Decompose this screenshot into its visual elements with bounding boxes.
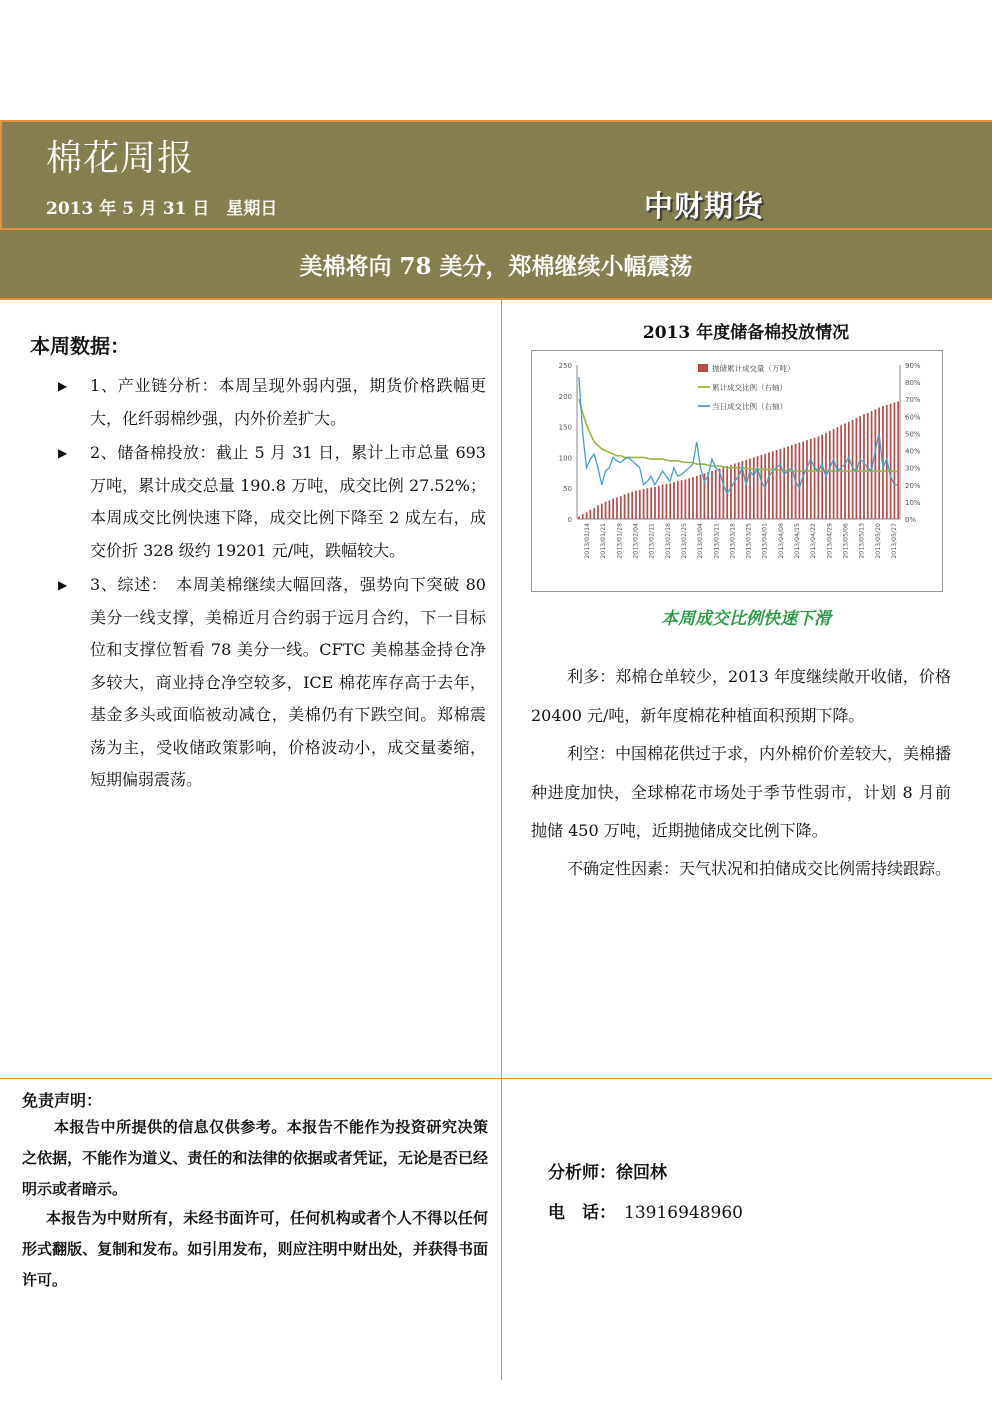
x-tick-label: 2013/02/25 (680, 523, 688, 559)
x-tick-label: 2013/05/13 (858, 523, 866, 559)
volume-bar (612, 499, 614, 519)
x-tick-label: 2013/04/22 (810, 523, 818, 559)
volume-bar (730, 465, 732, 519)
volume-bar (776, 450, 778, 519)
x-tick-label: 2013/04/08 (777, 523, 785, 559)
y-right-tick-label: 10% (905, 498, 921, 507)
y-right-tick-label: 60% (905, 413, 921, 422)
volume-bar (669, 483, 671, 519)
volume-bar (806, 440, 808, 519)
volume-bar (757, 456, 759, 519)
volume-bar (639, 490, 641, 519)
volume-bar (616, 497, 618, 519)
x-tick-label: 2013/05/20 (874, 523, 882, 559)
section-title: 本周数据： (30, 334, 130, 358)
bullet-text: 2、储备棉投放：截止 5 月 31 日，累计上市总量 693 万吨，累计成交总量 190.8 万吨，成交比例 27.52%；本周成交比例快速下降，成交比例下降至 2 成左右，成交价折 328 级约 19201 元/吨，跌幅较大。 (90, 443, 486, 560)
column-divider (501, 298, 502, 1380)
volume-bar (863, 414, 865, 519)
volume-bar (761, 455, 763, 519)
x-tick-label: 2013/03/18 (729, 523, 737, 559)
volume-bar (783, 448, 785, 519)
volume-bar (719, 468, 721, 519)
volume-bar (707, 472, 709, 519)
uncertainty-factors: 不确定性因素：天气状况和拍储成交比例需持续跟踪。 (567, 859, 952, 878)
arrow-icon: ▶ (58, 446, 68, 460)
chart-caption: 本周成交比例快速下滑 (661, 609, 831, 629)
y-right-tick-label: 40% (905, 447, 921, 456)
volume-bar (692, 477, 694, 519)
x-tick-label: 2013/01/14 (584, 523, 592, 559)
x-tick-label: 2013/03/25 (745, 523, 753, 559)
x-tick-label: 2013/04/01 (761, 523, 769, 559)
legend-label: 当日成交比例（右轴） (712, 402, 787, 411)
volume-bar (658, 486, 660, 519)
daily-ratio-line (579, 377, 898, 493)
bullet-item (56, 569, 486, 797)
company-name: 中财期货 (644, 189, 765, 223)
volume-bar (593, 508, 595, 519)
y-right-tick-label: 20% (905, 481, 921, 490)
volume-bar (643, 489, 645, 519)
volume-bar (894, 403, 896, 519)
volume-bar (814, 438, 816, 519)
volume-bar (700, 475, 702, 519)
copyright-paragraph: 本报告为中财所有，未经书面许可，任何机构或者个人不得以任何形式翻版、复制和发布。如引用发布，则应注明中财出处，并获得书面许可。 (22, 1209, 488, 1289)
disclaimer-title: 免责声明： (22, 1091, 103, 1110)
volume-bar (768, 452, 770, 519)
disclaimer-paragraph: 本报告中所提供的信息仅供参考。本报告不能作为投资研究决策之依据，不能作为道义、责任的和法律的依据或者凭证，无论是否已经明示或者暗示。 (22, 1118, 488, 1198)
volume-bar (711, 471, 713, 519)
y-left-tick-label: 0 (567, 516, 572, 524)
volume-bar (734, 464, 736, 519)
phone-label: 电 话： (548, 1203, 616, 1223)
y-left-tick-label: 150 (558, 423, 572, 432)
volume-bar (799, 443, 801, 519)
volume-bar (696, 476, 698, 519)
volume-bar (609, 501, 611, 519)
bullet-text: 1、产业链分析：本周呈现外弱内强，期货价格跌幅更大，化纤弱棉纱强，内外价差扩大。 (90, 376, 486, 428)
footer-divider (0, 1078, 992, 1079)
volume-bar (601, 504, 603, 519)
volume-bar (749, 459, 751, 519)
volume-bar (875, 409, 877, 519)
bullet-item (56, 437, 486, 567)
volume-bar (738, 462, 740, 519)
volume-bar (852, 420, 854, 519)
volume-bar (810, 439, 812, 519)
bullish-factors: 利多：郑棉仓单较少，2013 年度继续敞开收储，价格 20400 元/吨，新年度棉花种植面积预期下降。 (531, 667, 951, 725)
headline: 美棉将向 78 美分，郑棉继续小幅震荡 (299, 253, 693, 280)
bullet-text: 3、综述： 本周美棉继续大幅回落，强势向下突破 80 美分一线支撑，美棉近月合约弱于远月合约，下一目标位和支撑位暂看 78 美分一线。CFTC 美棉基金持仓净多较大，商业持仓净空较多，ICE 棉花库存高于去年，基金多头或面临被动减仓，美棉仍有下跌空间。郑棉震荡为主，受收储政策影响，价格波动小，成交量萎缩，短期偏弱震荡。 (90, 575, 486, 789)
volume-bar (821, 435, 823, 519)
y-right-tick-label: 30% (905, 464, 921, 473)
volume-bar (688, 478, 690, 519)
volume-bar (582, 514, 584, 519)
volume-bar (677, 481, 679, 519)
legend-swatch-volume (698, 364, 708, 372)
volume-bar (650, 488, 652, 519)
volume-bar (859, 416, 861, 519)
y-right-tick-label: 90% (905, 362, 921, 370)
volume-bar (890, 404, 892, 519)
volume-bar (647, 488, 649, 519)
volume-bar (772, 451, 774, 519)
x-tick-label: 2013/03/11 (713, 523, 721, 559)
volume-bar (818, 436, 820, 519)
reserve-cotton-chart (532, 351, 942, 591)
x-tick-label: 2013/01/21 (600, 523, 608, 559)
volume-bar (780, 449, 782, 519)
legend-label: 抛储累计成交量（万吨） (712, 364, 795, 373)
x-tick-label: 2013/04/15 (794, 523, 802, 559)
volume-bar (666, 484, 668, 519)
legend-label: 累计成交比例（右轴） (712, 383, 787, 392)
volume-bar (753, 457, 755, 519)
volume-bar (715, 470, 717, 519)
volume-bar (723, 467, 725, 519)
volume-bar (620, 496, 622, 519)
volume-bar (787, 446, 789, 519)
volume-bar (578, 517, 580, 519)
volume-bar (590, 510, 592, 519)
volume-bar (628, 493, 630, 519)
report-date: 2013 年 5 月 31 日 星期日 (46, 199, 278, 219)
y-left-tick-label: 200 (558, 392, 572, 401)
chart-title: 2013 年度储备棉投放情况 (642, 323, 850, 343)
volume-bar (833, 429, 835, 519)
y-right-tick-label: 80% (905, 379, 921, 388)
y-left-tick-label: 50 (563, 485, 572, 494)
x-tick-label: 2013/05/06 (842, 523, 850, 559)
y-left-tick-label: 100 (558, 454, 572, 463)
volume-bar (597, 505, 599, 519)
volume-bar (635, 491, 637, 519)
volume-bar (802, 441, 804, 519)
arrow-icon: ▶ (58, 379, 68, 393)
volume-bar (673, 482, 675, 519)
headline-band (0, 228, 992, 300)
volume-bar (654, 487, 656, 519)
volume-bar (586, 512, 588, 519)
volume-bar (605, 502, 607, 519)
arrow-icon: ▶ (58, 578, 68, 592)
x-tick-label: 2013/01/28 (616, 523, 624, 559)
x-tick-label: 2013/03/04 (697, 523, 705, 559)
volume-bar (662, 485, 664, 519)
chart-frame (531, 350, 943, 592)
volume-bar (837, 427, 839, 519)
y-right-tick-label: 50% (905, 430, 921, 439)
bearish-factors: 利空：中国棉花供过于求，内外棉价价差较大，美棉播种进度加快，全球棉花市场处于季节性弱市，计划 8 月前抛储 450 万吨，近期抛储成交比例下降。 (531, 744, 952, 840)
y-right-tick-label: 70% (905, 396, 921, 405)
volume-bar (897, 401, 899, 519)
bullet-item (56, 370, 486, 435)
analyst-phone (548, 1198, 743, 1223)
analyst-name: 分析师：徐回林 (548, 1163, 667, 1183)
y-right-tick-label: 0% (905, 516, 917, 524)
data-bullet-list (56, 370, 486, 799)
volume-bar (840, 425, 842, 519)
volume-bar (829, 431, 831, 519)
x-tick-label: 2013/02/18 (664, 523, 672, 559)
header-band (0, 120, 992, 228)
volume-bar (878, 408, 880, 519)
volume-bar (681, 480, 683, 519)
y-left-tick-label: 250 (558, 362, 572, 370)
x-tick-label: 2013/04/29 (826, 523, 834, 559)
x-tick-label: 2013/02/04 (632, 523, 640, 559)
report-title: 棉花周报 (46, 138, 195, 179)
volume-bar (685, 480, 687, 519)
x-tick-label: 2013/02/11 (648, 523, 656, 559)
x-tick-label: 2013/05/27 (890, 523, 898, 559)
volume-bar (624, 494, 626, 519)
volume-bar (631, 492, 633, 519)
volume-bar (791, 445, 793, 519)
phone-number: 13916948960 (624, 1203, 743, 1223)
